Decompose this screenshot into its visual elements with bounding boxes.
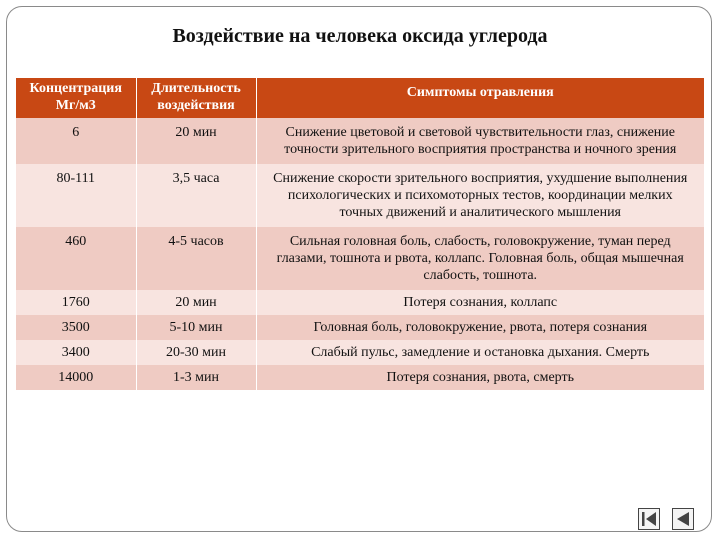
first-slide-button[interactable]	[638, 508, 660, 530]
header-concentration: Концентрация Мг/м3	[16, 78, 136, 118]
cell-duration: 1-3 мин	[136, 365, 256, 390]
cell-duration: 5-10 мин	[136, 315, 256, 340]
table-row	[16, 315, 704, 340]
table-row	[16, 164, 704, 227]
cell-concentration: 1760	[16, 290, 136, 315]
cell-symptoms: Потеря сознания, коллапс	[256, 290, 704, 315]
table-row	[16, 227, 704, 290]
cell-duration: 20-30 мин	[136, 340, 256, 365]
table-row	[16, 290, 704, 315]
cell-concentration: 6	[16, 118, 136, 164]
cell-symptoms: Головная боль, головокружение, рвота, потеря сознания	[256, 315, 704, 340]
cell-concentration: 3400	[16, 340, 136, 365]
cell-duration: 20 мин	[136, 290, 256, 315]
cell-symptoms: Снижение скорости зрительного восприятия, ухудшение выполнения психологических и психомоторных тестов, координации мелких точных движений и аналитического мышления	[256, 164, 704, 227]
cell-duration: 20 мин	[136, 118, 256, 164]
table-row	[16, 365, 704, 390]
page-title: Воздействие на человека оксида углерода	[172, 25, 548, 47]
cell-concentration: 460	[16, 227, 136, 290]
cell-symptoms: Снижение цветовой и световой чувствительности глаз, снижение точности зрительного восприятия пространства и ночного зрения	[256, 118, 704, 164]
cell-concentration: 80-111	[16, 164, 136, 227]
cell-concentration: 3500	[16, 315, 136, 340]
cell-symptoms: Потеря сознания, рвота, смерть	[256, 365, 704, 390]
previous-slide-icon	[673, 509, 693, 529]
header-duration: Длительность воздействия	[136, 78, 256, 118]
table-row	[16, 340, 704, 365]
table-row	[16, 118, 704, 164]
co-effects-table	[16, 78, 704, 390]
cell-symptoms: Сильная головная боль, слабость, головокружение, туман перед глазами, тошнота и рвота, коллапс. Головная боль, общая мышечная слабость, тошнота.	[256, 227, 704, 290]
cell-concentration: 14000	[16, 365, 136, 390]
cell-duration: 4-5 часов	[136, 227, 256, 290]
cell-symptoms: Слабый пульс, замедление и остановка дыхания. Смерть	[256, 340, 704, 365]
previous-slide-button[interactable]	[672, 508, 694, 530]
cell-duration: 3,5 часа	[136, 164, 256, 227]
header-symptoms: Симптомы отравления	[256, 78, 704, 118]
table-header-row	[16, 78, 704, 118]
first-slide-icon	[639, 509, 659, 529]
